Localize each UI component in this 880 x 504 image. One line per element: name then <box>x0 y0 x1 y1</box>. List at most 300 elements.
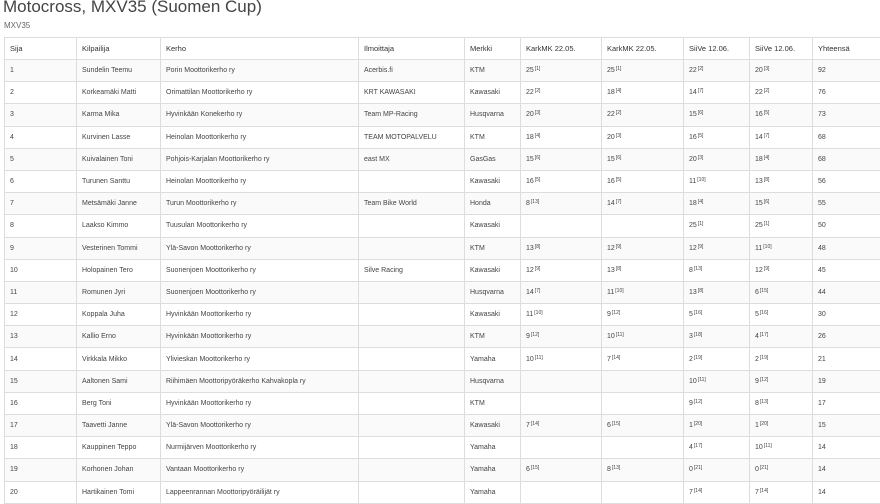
total-points-cell: 14 <box>813 481 880 503</box>
points-value: 12 <box>607 245 615 252</box>
rider-name-cell: Hartikainen Tomi <box>77 481 161 503</box>
heat-position: [11] <box>764 443 772 449</box>
brand-cell: Husqvarna <box>465 281 521 303</box>
round-result-cell <box>750 304 813 326</box>
brand-cell: Yamaha <box>465 348 521 370</box>
entrant-cell <box>359 348 465 370</box>
points-value: 11 <box>526 311 533 318</box>
total-points-cell: 56 <box>813 170 880 192</box>
heat-position: [19] <box>760 355 768 361</box>
heat-position: [14] <box>694 488 702 494</box>
entrant-cell: east MX <box>359 148 465 170</box>
points-value: 16 <box>526 178 534 185</box>
round-result-cell <box>602 459 684 481</box>
round-result-cell <box>684 348 750 370</box>
points-value: 10 <box>755 444 763 451</box>
total-points-cell: 19 <box>813 370 880 392</box>
heat-position: [8] <box>764 177 770 183</box>
rider-name-cell: Vesterinen Tommi <box>77 237 161 259</box>
heat-position: [4] <box>616 88 622 94</box>
points-value: 6 <box>607 422 611 429</box>
club-cell: Tuusulan Moottorikerho ry <box>161 215 359 237</box>
heat-position: [12] <box>760 377 768 383</box>
round-result-cell <box>750 60 813 82</box>
total-points-cell: 14 <box>813 459 880 481</box>
points-value: 18 <box>689 200 697 207</box>
round-result-cell <box>684 437 750 459</box>
heat-position: [9] <box>616 244 622 250</box>
round-result-cell <box>684 459 750 481</box>
points-value: 2 <box>755 356 759 363</box>
brand-cell: KTM <box>465 126 521 148</box>
position-cell: 9 <box>5 237 77 259</box>
brand-cell: Kawasaki <box>465 415 521 437</box>
round-result-cell <box>750 237 813 259</box>
col-brand-header: Merkki <box>465 38 521 60</box>
heat-position: [21] <box>760 465 768 471</box>
round-result-cell <box>521 326 602 348</box>
round-result-cell <box>684 215 750 237</box>
round-result-cell <box>684 259 750 281</box>
rider-name-cell: Berg Toni <box>77 392 161 414</box>
points-value: 16 <box>755 111 763 118</box>
table-row <box>5 326 880 348</box>
col-round-2-header: KarkMK 22.05. <box>602 38 684 60</box>
round-result-cell <box>684 237 750 259</box>
round-result-cell <box>750 326 813 348</box>
brand-cell: Kawasaki <box>465 170 521 192</box>
table-row <box>5 459 880 481</box>
heat-position: [7] <box>764 133 770 139</box>
round-result-cell <box>750 193 813 215</box>
entrant-cell <box>359 392 465 414</box>
round-result-cell <box>602 348 684 370</box>
table-row <box>5 437 880 459</box>
position-cell: 2 <box>5 82 77 104</box>
col-entrant-header: Ilmoittaja <box>359 38 465 60</box>
total-points-cell: 44 <box>813 281 880 303</box>
entrant-cell: Team Bike World <box>359 193 465 215</box>
round-result-cell <box>602 415 684 437</box>
round-result-cell <box>684 193 750 215</box>
brand-cell: Husqvarna <box>465 370 521 392</box>
heat-position: [17] <box>760 332 768 338</box>
class-subtitle: MXV35 <box>4 21 30 30</box>
points-value: 20 <box>526 111 534 118</box>
heat-position: [6] <box>535 155 541 161</box>
points-value: 9 <box>526 333 530 340</box>
rider-name-cell: Karma Mika <box>77 104 161 126</box>
club-cell: Orimattilan Moottorikerho ry <box>161 82 359 104</box>
col-round-3-header: SiiVe 12.06. <box>684 38 750 60</box>
col-round-4-header: SiiVe 12.06. <box>750 38 813 60</box>
round-result-cell <box>750 437 813 459</box>
table-row <box>5 104 880 126</box>
position-cell: 6 <box>5 170 77 192</box>
heat-position: [11] <box>698 377 706 383</box>
round-result-cell <box>684 170 750 192</box>
club-cell: Suonenjoen Moottorikerho ry <box>161 281 359 303</box>
heat-position: [7] <box>535 288 541 294</box>
round-result-cell <box>602 215 684 237</box>
club-cell: Heinolan Moottorikerho ry <box>161 170 359 192</box>
table-row <box>5 148 880 170</box>
rider-name-cell: Koppala Juha <box>77 304 161 326</box>
round-result-cell <box>750 459 813 481</box>
round-result-cell <box>521 437 602 459</box>
heat-position: [5] <box>698 133 704 139</box>
round-result-cell <box>602 237 684 259</box>
rider-name-cell: Korhonen Johan <box>77 459 161 481</box>
round-result-cell <box>521 104 602 126</box>
round-result-cell <box>521 215 602 237</box>
entrant-cell: Silve Racing <box>359 259 465 281</box>
rider-name-cell: Kuivalainen Toni <box>77 148 161 170</box>
round-result-cell <box>602 370 684 392</box>
position-cell: 8 <box>5 215 77 237</box>
heat-position: [10] <box>534 310 542 316</box>
heat-position: [2] <box>698 66 704 72</box>
club-cell: Hyvinkään Moottorikerho ry <box>161 304 359 326</box>
points-value: 9 <box>607 311 611 318</box>
heat-position: [4] <box>698 199 704 205</box>
rider-name-cell: Sundelin Teemu <box>77 60 161 82</box>
heat-position: [12] <box>612 310 620 316</box>
page-title: Motocross, MXV35 (Suomen Cup) <box>3 0 262 17</box>
round-result-cell <box>521 392 602 414</box>
round-result-cell <box>521 170 602 192</box>
points-value: 15 <box>689 111 697 118</box>
results-body <box>5 60 880 504</box>
entrant-cell: TEAM MOTOPALVELU <box>359 126 465 148</box>
points-value: 0 <box>755 466 759 473</box>
club-cell: Riihimäen Moottoripyöräkerho Kahvakopla ry <box>161 370 359 392</box>
table-row <box>5 237 880 259</box>
points-value: 22 <box>526 89 534 96</box>
points-value: 10 <box>689 378 697 385</box>
brand-cell: Honda <box>465 193 521 215</box>
heat-position: [16] <box>694 310 702 316</box>
total-points-cell: 92 <box>813 60 880 82</box>
rider-name-cell: Kallio Erno <box>77 326 161 348</box>
table-row <box>5 415 880 437</box>
brand-cell: KTM <box>465 392 521 414</box>
heat-position: [13] <box>760 399 768 405</box>
points-value: 22 <box>755 89 763 96</box>
heat-position: [13] <box>531 199 539 205</box>
points-value: 13 <box>755 178 763 185</box>
club-cell: Ylivieskan Moottorikerho ry <box>161 348 359 370</box>
points-value: 7 <box>607 356 611 363</box>
round-result-cell <box>602 126 684 148</box>
brand-cell: KTM <box>465 326 521 348</box>
points-value: 11 <box>607 289 614 296</box>
position-cell: 11 <box>5 281 77 303</box>
brand-cell: Husqvarna <box>465 104 521 126</box>
rider-name-cell: Aaltonen Sami <box>77 370 161 392</box>
points-value: 9 <box>755 378 759 385</box>
points-value: 6 <box>526 466 530 473</box>
entrant-cell <box>359 437 465 459</box>
points-value: 7 <box>755 489 759 496</box>
header-row <box>5 38 880 60</box>
rider-name-cell: Kauppinen Teppo <box>77 437 161 459</box>
round-result-cell <box>521 348 602 370</box>
round-result-cell <box>750 348 813 370</box>
round-result-cell <box>602 170 684 192</box>
brand-cell: KTM <box>465 60 521 82</box>
points-value: 9 <box>689 400 693 407</box>
points-value: 5 <box>755 311 759 318</box>
heat-position: [19] <box>694 355 702 361</box>
heat-position: [13] <box>694 266 702 272</box>
rider-name-cell: Laakso Kimmo <box>77 215 161 237</box>
club-cell: Nurmijärven Moottorikerho ry <box>161 437 359 459</box>
position-cell: 16 <box>5 392 77 414</box>
points-value: 18 <box>755 156 763 163</box>
brand-cell: Yamaha <box>465 437 521 459</box>
round-result-cell <box>602 104 684 126</box>
points-value: 20 <box>755 67 763 74</box>
points-value: 4 <box>689 444 693 451</box>
total-points-cell: 26 <box>813 326 880 348</box>
club-cell: Lappeenrannan Moottoripyöräilijät ry <box>161 481 359 503</box>
points-value: 14 <box>526 289 534 296</box>
heat-position: [6] <box>698 110 704 116</box>
round-result-cell <box>684 148 750 170</box>
brand-cell: Kawasaki <box>465 259 521 281</box>
brand-cell: Kawasaki <box>465 215 521 237</box>
rider-name-cell: Metsämäki Janne <box>77 193 161 215</box>
heat-position: [18] <box>694 332 702 338</box>
brand-cell: Yamaha <box>465 481 521 503</box>
heat-position: [6] <box>764 199 770 205</box>
points-value: 25 <box>689 222 697 229</box>
entrant-cell <box>359 215 465 237</box>
rider-name-cell: Turunen Santtu <box>77 170 161 192</box>
points-value: 4 <box>755 333 759 340</box>
entrant-cell <box>359 326 465 348</box>
heat-position: [6] <box>616 155 622 161</box>
points-value: 2 <box>689 356 693 363</box>
points-value: 22 <box>607 111 615 118</box>
round-result-cell <box>521 148 602 170</box>
heat-position: [3] <box>616 133 622 139</box>
position-cell: 13 <box>5 326 77 348</box>
round-result-cell <box>521 82 602 104</box>
total-points-cell: 73 <box>813 104 880 126</box>
heat-position: [1] <box>698 221 704 227</box>
heat-position: [4] <box>535 133 541 139</box>
club-cell: Ylä-Savon Moottorikerho ry <box>161 415 359 437</box>
position-cell: 7 <box>5 193 77 215</box>
col-round-1-header: KarkMK 22.05. <box>521 38 602 60</box>
table-row <box>5 281 880 303</box>
position-cell: 4 <box>5 126 77 148</box>
round-result-cell <box>521 237 602 259</box>
heat-position: [2] <box>535 88 541 94</box>
points-value: 8 <box>607 466 611 473</box>
club-cell: Ylä-Savon Moottorikerho ry <box>161 237 359 259</box>
points-value: 7 <box>526 422 530 429</box>
points-value: 13 <box>526 245 534 252</box>
club-cell: Vantaan Moottorikerho ry <box>161 459 359 481</box>
entrant-cell <box>359 281 465 303</box>
total-points-cell: 30 <box>813 304 880 326</box>
points-value: 20 <box>689 156 697 163</box>
heat-position: [11] <box>535 355 543 361</box>
brand-cell: KTM <box>465 237 521 259</box>
round-result-cell <box>750 392 813 414</box>
points-value: 8 <box>755 400 759 407</box>
points-value: 8 <box>526 200 530 207</box>
round-result-cell <box>750 104 813 126</box>
round-result-cell <box>684 126 750 148</box>
round-result-cell <box>521 126 602 148</box>
points-value: 15 <box>755 200 763 207</box>
club-cell: Hyvinkään Moottorikerho ry <box>161 392 359 414</box>
position-cell: 14 <box>5 348 77 370</box>
points-value: 5 <box>689 311 693 318</box>
round-result-cell <box>521 304 602 326</box>
points-value: 22 <box>689 67 697 74</box>
heat-position: [20] <box>694 421 702 427</box>
club-cell: Suonenjoen Moottorikerho ry <box>161 259 359 281</box>
position-cell: 3 <box>5 104 77 126</box>
round-result-cell <box>521 193 602 215</box>
round-result-cell <box>750 259 813 281</box>
total-points-cell: 21 <box>813 348 880 370</box>
club-cell: Pohjois-Karjalan Moottorikerho ry <box>161 148 359 170</box>
total-points-cell: 55 <box>813 193 880 215</box>
round-result-cell <box>521 459 602 481</box>
heat-position: [2] <box>764 88 770 94</box>
heat-position: [2] <box>616 110 622 116</box>
heat-position: [16] <box>760 310 768 316</box>
points-value: 7 <box>689 489 693 496</box>
points-value: 14 <box>755 134 763 141</box>
table-row <box>5 348 880 370</box>
brand-cell: Kawasaki <box>465 82 521 104</box>
round-result-cell <box>684 82 750 104</box>
entrant-cell <box>359 304 465 326</box>
points-value: 15 <box>607 156 615 163</box>
points-value: 1 <box>689 422 693 429</box>
round-result-cell <box>602 304 684 326</box>
heat-position: [8] <box>698 288 704 294</box>
heat-position: [8] <box>616 266 622 272</box>
round-result-cell <box>750 82 813 104</box>
table-row <box>5 82 880 104</box>
points-value: 14 <box>689 89 697 96</box>
table-row <box>5 170 880 192</box>
round-result-cell <box>684 392 750 414</box>
points-value: 6 <box>755 289 759 296</box>
entrant-cell: Team MP-Racing <box>359 104 465 126</box>
heat-position: [14] <box>531 421 539 427</box>
heat-position: [1] <box>616 66 622 72</box>
position-cell: 20 <box>5 481 77 503</box>
points-value: 0 <box>689 466 693 473</box>
round-result-cell <box>602 392 684 414</box>
heat-position: [7] <box>616 199 622 205</box>
position-cell: 15 <box>5 370 77 392</box>
round-result-cell <box>750 170 813 192</box>
round-result-cell <box>684 104 750 126</box>
club-cell: Hyvinkään Moottorikerho ry <box>161 326 359 348</box>
heat-position: [15] <box>760 288 768 294</box>
round-result-cell <box>521 370 602 392</box>
rider-name-cell: Taavetti Janne <box>77 415 161 437</box>
heat-position: [14] <box>760 488 768 494</box>
heat-position: [21] <box>694 465 702 471</box>
round-result-cell <box>602 326 684 348</box>
points-value: 16 <box>607 178 615 185</box>
club-cell: Porin Moottorikerho ry <box>161 60 359 82</box>
position-cell: 1 <box>5 60 77 82</box>
round-result-cell <box>684 281 750 303</box>
heat-position: [10] <box>697 177 705 183</box>
round-result-cell <box>602 148 684 170</box>
brand-cell: GasGas <box>465 148 521 170</box>
points-value: 3 <box>689 333 693 340</box>
position-cell: 12 <box>5 304 77 326</box>
position-cell: 10 <box>5 259 77 281</box>
entrant-cell <box>359 459 465 481</box>
rider-name-cell: Virkkala Mikko <box>77 348 161 370</box>
round-result-cell <box>750 148 813 170</box>
round-result-cell <box>602 259 684 281</box>
entrant-cell <box>359 415 465 437</box>
round-result-cell <box>602 82 684 104</box>
total-points-cell: 45 <box>813 259 880 281</box>
round-result-cell <box>750 415 813 437</box>
total-points-cell: 48 <box>813 237 880 259</box>
table-row <box>5 392 880 414</box>
round-result-cell <box>750 215 813 237</box>
heat-position: [14] <box>612 355 620 361</box>
club-cell: Hyvinkään Konekerho ry <box>161 104 359 126</box>
club-cell: Heinolan Moottorikerho ry <box>161 126 359 148</box>
round-result-cell <box>684 304 750 326</box>
points-value: 13 <box>689 289 697 296</box>
points-value: 12 <box>755 267 763 274</box>
round-result-cell <box>684 415 750 437</box>
heat-position: [5] <box>616 177 622 183</box>
round-result-cell <box>750 370 813 392</box>
round-result-cell <box>684 60 750 82</box>
entrant-cell: Acerbis.fi <box>359 60 465 82</box>
heat-position: [4] <box>764 155 770 161</box>
total-points-cell: 76 <box>813 82 880 104</box>
round-result-cell <box>684 370 750 392</box>
round-result-cell <box>602 437 684 459</box>
col-total-header: Yhteensä <box>813 38 880 60</box>
round-result-cell <box>602 60 684 82</box>
entrant-cell <box>359 237 465 259</box>
heat-position: [5] <box>535 177 541 183</box>
points-value: 10 <box>526 356 534 363</box>
round-result-cell <box>521 281 602 303</box>
results-table <box>4 37 880 504</box>
position-cell: 5 <box>5 148 77 170</box>
rider-name-cell: Romunen Jyri <box>77 281 161 303</box>
position-cell: 18 <box>5 437 77 459</box>
heat-position: [5] <box>764 110 770 116</box>
club-cell: Turun Moottorikerho ry <box>161 193 359 215</box>
heat-position: [15] <box>612 421 620 427</box>
brand-cell: Kawasaki <box>465 304 521 326</box>
